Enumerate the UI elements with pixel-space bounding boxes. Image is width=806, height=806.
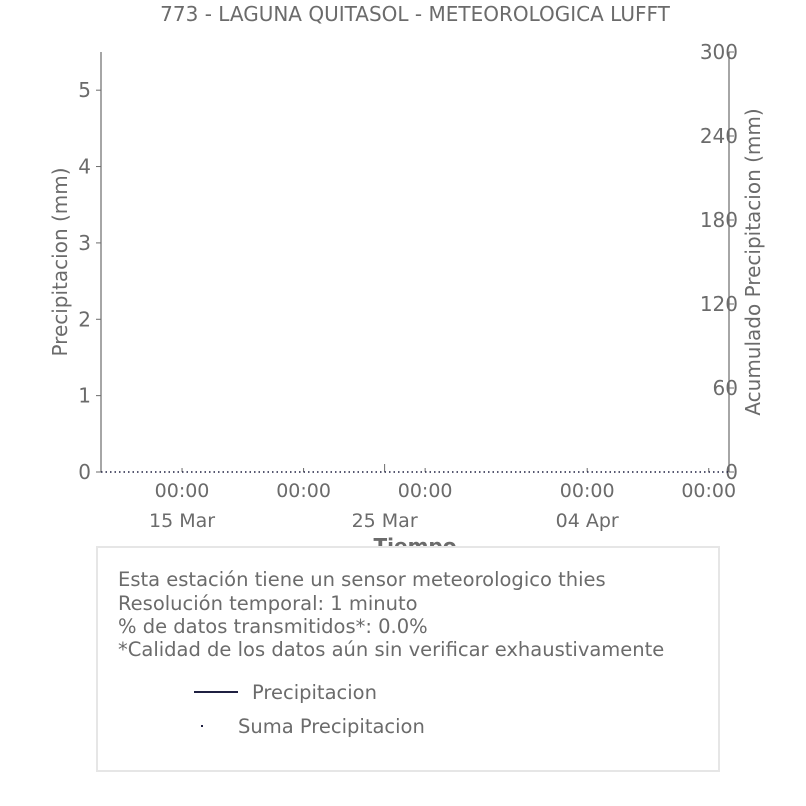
y2-tick-label: 120	[699, 292, 738, 316]
x-tick-time-label: 00:00	[154, 480, 210, 502]
y-axis-label: Precipitacion (mm)	[48, 167, 72, 357]
y2-tick-label: 180	[699, 208, 738, 232]
y-tick-label: 4	[78, 154, 91, 179]
chart-title: 773 - LAGUNA QUITASOL - METEOROLOGICA LUFFT	[160, 2, 670, 26]
x-tick-date-label: 04 Apr	[555, 510, 619, 532]
y-tick-label: 0	[78, 460, 91, 484]
info-line-quality: *Calidad de los datos aún sin verificar exhaustivamente	[118, 638, 665, 661]
y-tick-label: 5	[78, 78, 91, 103]
x-tick-time-label: 00:00	[559, 480, 615, 502]
info-line-sensor: Esta estación tiene un sensor meteorologico thies	[118, 568, 606, 591]
info-line-resolution: Resolución temporal: 1 minuto	[118, 592, 418, 615]
legend-precipitacion-swatch	[194, 691, 238, 693]
legend-suma-label: Suma Precipitacion	[238, 715, 425, 738]
y2-tick-label: 60	[712, 376, 738, 400]
x-tick-time-label: 00:00	[397, 480, 453, 502]
y2-axis-label: Acumulado Precipitacion (mm)	[741, 108, 765, 416]
x-tick-date-label: 15 Mar	[148, 510, 216, 532]
legend-suma-swatch	[201, 725, 203, 727]
y-tick-label: 1	[78, 383, 91, 408]
x-tick-time-label: 00:00	[276, 480, 331, 502]
info-box	[96, 546, 720, 772]
y-tick-label: 2	[78, 307, 91, 332]
legend-precipitacion-label: Precipitacion	[252, 681, 377, 704]
y2-tick-label: 0	[725, 460, 738, 484]
x-minor-date-label: 25 Mar	[351, 510, 418, 532]
y-tick-label: 3	[78, 230, 91, 255]
y2-tick-label: 240	[699, 124, 738, 148]
info-line-transmitted: % de datos transmitidos*: 0.0%	[118, 615, 428, 638]
y2-tick-label: 300	[699, 40, 738, 64]
x-tick-time-label: 00:00	[681, 480, 737, 502]
